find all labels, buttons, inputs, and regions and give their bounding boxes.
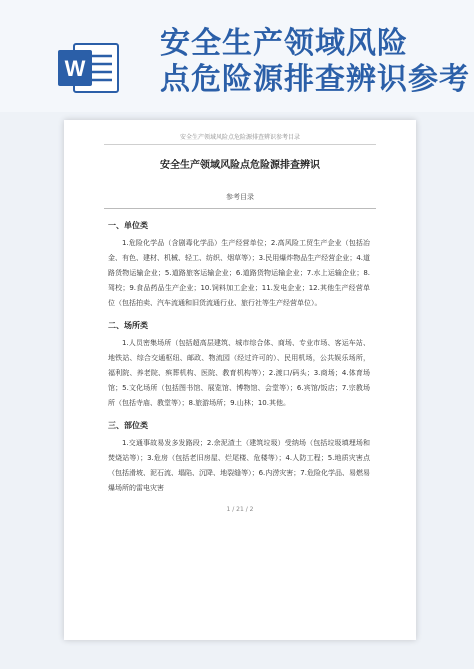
section-heading-units: 一、单位类 <box>108 221 148 230</box>
section-text-units: 1.危险化学品（含剧毒化学品）生产经营单位；2.高风险工贸生产企业（包括冶金、有色、建材、机械、轻工、纺织、烟草等）；3.民用爆炸物品生产经营企业；4.道路货物运输企业；5.道路旅客运输企业；6.道路货物运输企业；7.水上运输企业；8.驾校；9.食品药品生产企业；10.饲料加工企业；11.发电企业；12.其他生产经营单位（包括拍卖、汽车流通和旧货流通行业、旅行社等生产经营单位）。 <box>108 239 370 307</box>
header-divider <box>104 144 376 145</box>
document-title: 安全生产领域风险点危险源排查辨识 <box>160 160 320 171</box>
section-text-locations: 1.交通事故易发多发路段；2.余泥渣土（建筑垃圾）受纳场（包括垃圾填埋场和焚烧站等）；3.危房（包括老旧房屋、烂尾楼、危楼等）；4.人防工程；5.地质灾害点（包括滑坡、泥石流、塌陷、沉降、地裂缝等）；6.内涝灾害；7.危险化学品、易燃易爆场所的雷电灾害 <box>108 439 370 492</box>
page-header: 安全生产领域风险点危险源排查辨识参考目录 <box>179 134 300 141</box>
svg-text:W: W <box>64 56 86 81</box>
section-heading-locations: 三、部位类 <box>108 421 148 430</box>
banner <box>0 0 474 112</box>
section-text-places: 1.人员密集场所（包括超高层建筑、城市综合体、商场、专业市场、客运车站、地铁站、综合交通枢纽、邮政、物流园（经过许可的）、民用机场，公共娱乐场所，福利院、养老院、殡葬机构、医院、教育机构等）；2.渡口/码头；3.商场；4.体育场馆；5.文化场所（包括图书馆、展览馆、博物馆、会堂等）；6.宾馆/饭店；7.宗教场所（包括寺庙、教堂等）；8.旅游场所；9.山林；10.其他。 <box>108 339 370 407</box>
word-document-icon <box>56 40 120 96</box>
banner-title <box>160 26 470 98</box>
banner-title-line1: 安全生产领域风险 <box>160 26 408 61</box>
banner-title-line2: 点危险源排查辨识参考 <box>160 62 470 97</box>
document-page <box>64 120 416 640</box>
toc-divider <box>104 208 376 209</box>
toc-label: 参考目录 <box>226 193 254 201</box>
section-heading-places: 二、场所类 <box>108 321 148 330</box>
page-number: 1 / 21 / 2 <box>226 506 254 513</box>
